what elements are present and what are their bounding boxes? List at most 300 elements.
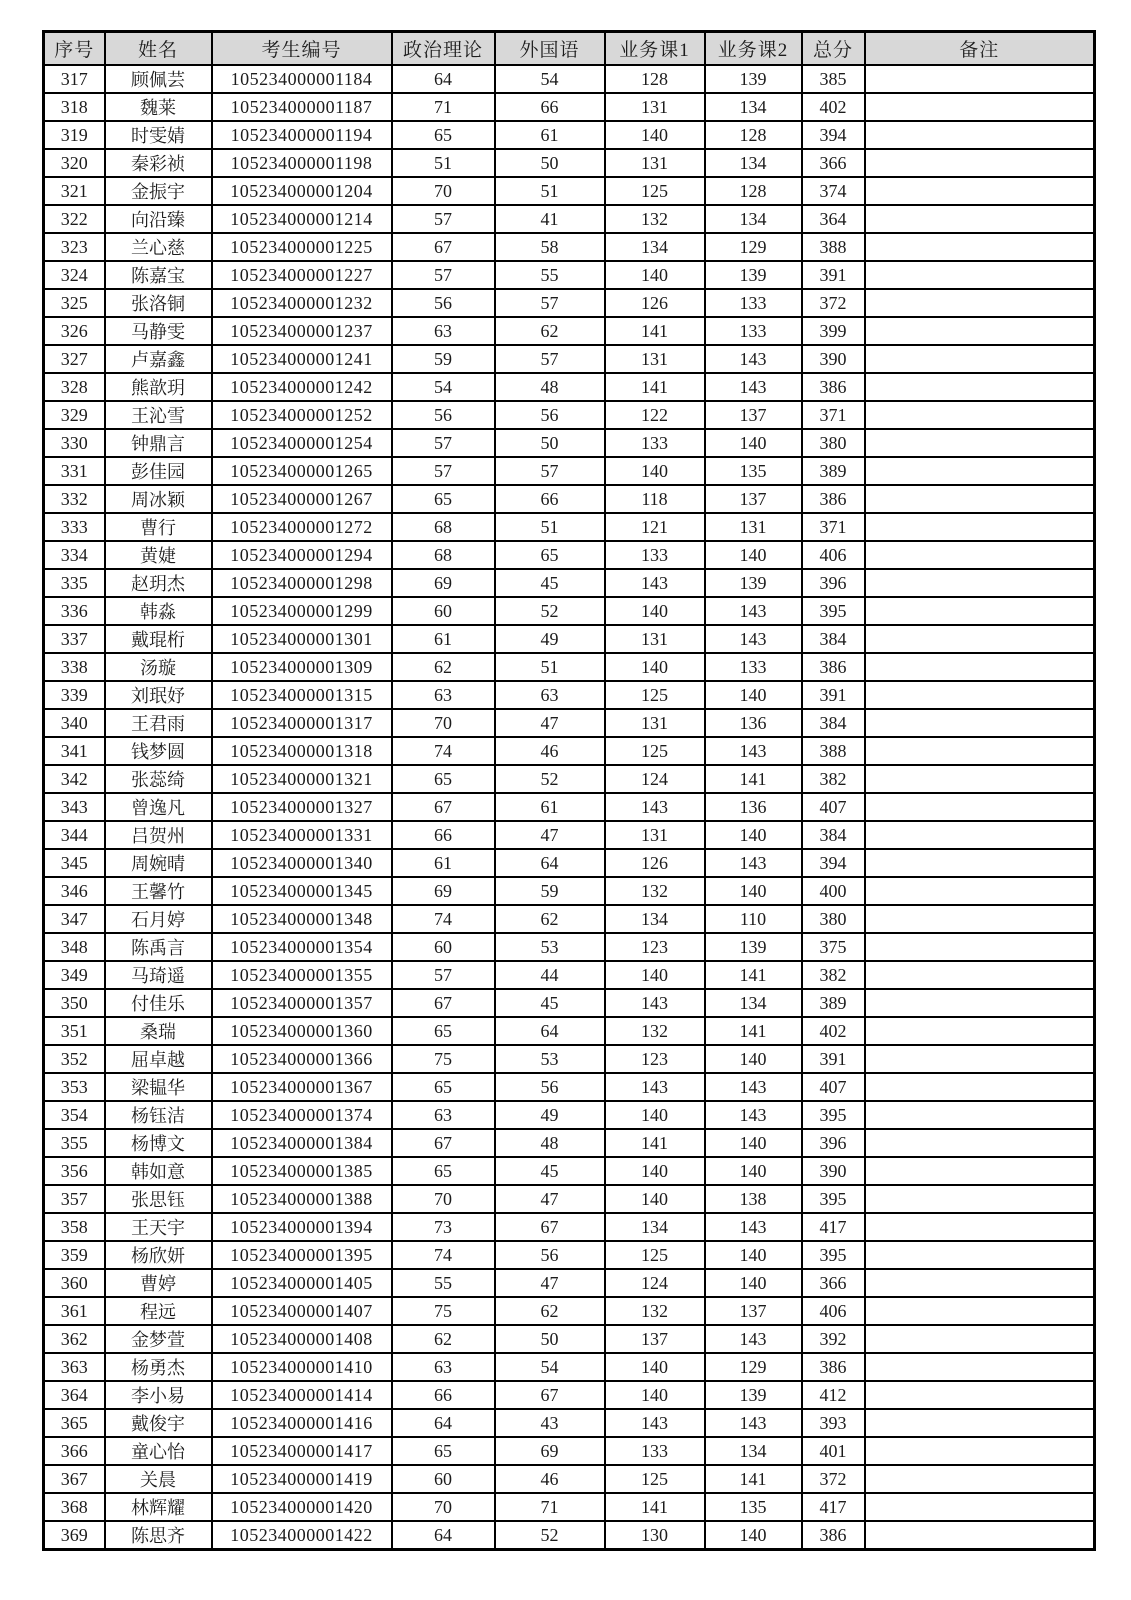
table-row xyxy=(44,1185,1095,1213)
cell-foreign: 46 xyxy=(495,737,605,765)
cell-course1: 143 xyxy=(605,1409,705,1437)
table-row xyxy=(44,485,1095,513)
cell-course2: 135 xyxy=(705,457,802,485)
cell-foreign: 62 xyxy=(495,317,605,345)
cell-index: 323 xyxy=(44,233,105,261)
cell-course2: 143 xyxy=(705,345,802,373)
cell-total: 371 xyxy=(802,401,865,429)
cell-total: 406 xyxy=(802,1297,865,1325)
table-row xyxy=(44,429,1095,457)
cell-total: 417 xyxy=(802,1213,865,1241)
cell-politics: 63 xyxy=(392,1101,495,1129)
cell-course2: 134 xyxy=(705,93,802,121)
cell-index: 327 xyxy=(44,345,105,373)
cell-index: 343 xyxy=(44,793,105,821)
column-header-index: 序号 xyxy=(44,32,105,66)
cell-index: 329 xyxy=(44,401,105,429)
table-row xyxy=(44,373,1095,401)
cell-number: 105234000001385 xyxy=(212,1157,392,1185)
cell-remark xyxy=(865,1073,1095,1101)
cell-politics: 57 xyxy=(392,429,495,457)
cell-politics: 69 xyxy=(392,877,495,905)
table-row xyxy=(44,1073,1095,1101)
cell-foreign: 62 xyxy=(495,905,605,933)
cell-remark xyxy=(865,457,1095,485)
cell-foreign: 66 xyxy=(495,485,605,513)
cell-name: 屈卓越 xyxy=(105,1045,212,1073)
cell-course2: 143 xyxy=(705,1073,802,1101)
cell-course2: 141 xyxy=(705,1465,802,1493)
cell-name: 金梦萱 xyxy=(105,1325,212,1353)
cell-remark xyxy=(865,205,1095,233)
cell-politics: 64 xyxy=(392,1521,495,1550)
table-row xyxy=(44,345,1095,373)
cell-name: 卢嘉鑫 xyxy=(105,345,212,373)
cell-course2: 138 xyxy=(705,1185,802,1213)
cell-total: 391 xyxy=(802,1045,865,1073)
cell-remark xyxy=(865,1213,1095,1241)
cell-total: 386 xyxy=(802,485,865,513)
cell-index: 332 xyxy=(44,485,105,513)
cell-total: 388 xyxy=(802,737,865,765)
column-header-course1: 业务课1 xyxy=(605,32,705,66)
cell-remark xyxy=(865,1325,1095,1353)
cell-foreign: 56 xyxy=(495,1073,605,1101)
cell-name: 关晨 xyxy=(105,1465,212,1493)
cell-remark xyxy=(865,177,1095,205)
cell-course2: 143 xyxy=(705,1409,802,1437)
cell-index: 356 xyxy=(44,1157,105,1185)
cell-number: 105234000001327 xyxy=(212,793,392,821)
cell-total: 395 xyxy=(802,1241,865,1269)
cell-remark xyxy=(865,709,1095,737)
cell-politics: 65 xyxy=(392,765,495,793)
cell-name: 戴琨桁 xyxy=(105,625,212,653)
table-row xyxy=(44,933,1095,961)
cell-total: 380 xyxy=(802,905,865,933)
cell-remark xyxy=(865,597,1095,625)
cell-index: 340 xyxy=(44,709,105,737)
cell-politics: 70 xyxy=(392,177,495,205)
cell-index: 325 xyxy=(44,289,105,317)
cell-name: 戴俊宇 xyxy=(105,1409,212,1437)
cell-remark xyxy=(865,1381,1095,1409)
cell-course1: 124 xyxy=(605,765,705,793)
cell-foreign: 62 xyxy=(495,1297,605,1325)
cell-foreign: 57 xyxy=(495,345,605,373)
cell-index: 361 xyxy=(44,1297,105,1325)
cell-course2: 143 xyxy=(705,849,802,877)
cell-total: 395 xyxy=(802,1185,865,1213)
cell-number: 105234000001360 xyxy=(212,1017,392,1045)
cell-politics: 64 xyxy=(392,65,495,93)
cell-number: 105234000001309 xyxy=(212,653,392,681)
cell-remark xyxy=(865,1353,1095,1381)
cell-total: 407 xyxy=(802,793,865,821)
cell-total: 371 xyxy=(802,513,865,541)
cell-remark xyxy=(865,1129,1095,1157)
cell-course2: 141 xyxy=(705,765,802,793)
cell-name: 张洛铜 xyxy=(105,289,212,317)
cell-politics: 67 xyxy=(392,233,495,261)
cell-number: 105234000001388 xyxy=(212,1185,392,1213)
cell-course2: 134 xyxy=(705,1437,802,1465)
cell-number: 105234000001187 xyxy=(212,93,392,121)
cell-index: 326 xyxy=(44,317,105,345)
cell-politics: 60 xyxy=(392,1465,495,1493)
cell-foreign: 47 xyxy=(495,1269,605,1297)
cell-name: 秦彩祯 xyxy=(105,149,212,177)
cell-index: 321 xyxy=(44,177,105,205)
cell-foreign: 58 xyxy=(495,233,605,261)
cell-total: 393 xyxy=(802,1409,865,1437)
cell-foreign: 61 xyxy=(495,793,605,821)
cell-index: 334 xyxy=(44,541,105,569)
cell-name: 王馨竹 xyxy=(105,877,212,905)
table-row xyxy=(44,1353,1095,1381)
cell-remark xyxy=(865,1297,1095,1325)
cell-foreign: 51 xyxy=(495,653,605,681)
table-row xyxy=(44,93,1095,121)
table-row xyxy=(44,625,1095,653)
table-row xyxy=(44,513,1095,541)
cell-politics: 69 xyxy=(392,569,495,597)
table-row xyxy=(44,1297,1095,1325)
cell-foreign: 54 xyxy=(495,1353,605,1381)
cell-politics: 65 xyxy=(392,1157,495,1185)
cell-course1: 131 xyxy=(605,345,705,373)
cell-course1: 140 xyxy=(605,1185,705,1213)
cell-number: 105234000001241 xyxy=(212,345,392,373)
cell-course1: 140 xyxy=(605,1353,705,1381)
cell-total: 399 xyxy=(802,317,865,345)
cell-index: 328 xyxy=(44,373,105,401)
cell-name: 曹行 xyxy=(105,513,212,541)
table-row xyxy=(44,877,1095,905)
cell-number: 105234000001408 xyxy=(212,1325,392,1353)
cell-course2: 134 xyxy=(705,149,802,177)
cell-politics: 70 xyxy=(392,1185,495,1213)
cell-politics: 59 xyxy=(392,345,495,373)
cell-number: 105234000001254 xyxy=(212,429,392,457)
cell-total: 372 xyxy=(802,1465,865,1493)
cell-course2: 129 xyxy=(705,233,802,261)
table-row xyxy=(44,1129,1095,1157)
cell-total: 366 xyxy=(802,1269,865,1297)
cell-politics: 65 xyxy=(392,485,495,513)
cell-course2: 140 xyxy=(705,1521,802,1550)
cell-politics: 64 xyxy=(392,1409,495,1437)
cell-number: 105234000001242 xyxy=(212,373,392,401)
cell-course2: 140 xyxy=(705,1045,802,1073)
cell-foreign: 47 xyxy=(495,709,605,737)
cell-remark xyxy=(865,1437,1095,1465)
cell-index: 357 xyxy=(44,1185,105,1213)
cell-name: 马静雯 xyxy=(105,317,212,345)
cell-number: 105234000001204 xyxy=(212,177,392,205)
cell-politics: 65 xyxy=(392,1437,495,1465)
cell-remark xyxy=(865,1101,1095,1129)
cell-course1: 143 xyxy=(605,1073,705,1101)
cell-index: 320 xyxy=(44,149,105,177)
cell-course1: 140 xyxy=(605,1381,705,1409)
cell-total: 366 xyxy=(802,149,865,177)
cell-politics: 65 xyxy=(392,1017,495,1045)
cell-course2: 141 xyxy=(705,961,802,989)
cell-politics: 57 xyxy=(392,457,495,485)
cell-number: 105234000001354 xyxy=(212,933,392,961)
cell-foreign: 45 xyxy=(495,1157,605,1185)
cell-number: 105234000001237 xyxy=(212,317,392,345)
cell-total: 394 xyxy=(802,121,865,149)
cell-number: 105234000001272 xyxy=(212,513,392,541)
cell-course2: 143 xyxy=(705,1101,802,1129)
cell-name: 向沿臻 xyxy=(105,205,212,233)
table-row xyxy=(44,205,1095,233)
cell-name: 陈思齐 xyxy=(105,1521,212,1550)
column-header-number: 考生编号 xyxy=(212,32,392,66)
cell-remark xyxy=(865,625,1095,653)
cell-total: 364 xyxy=(802,205,865,233)
cell-remark xyxy=(865,1045,1095,1073)
cell-index: 351 xyxy=(44,1017,105,1045)
cell-remark xyxy=(865,961,1095,989)
cell-number: 105234000001227 xyxy=(212,261,392,289)
column-header-total: 总分 xyxy=(802,32,865,66)
table-row xyxy=(44,961,1095,989)
cell-politics: 63 xyxy=(392,681,495,709)
cell-name: 金振宇 xyxy=(105,177,212,205)
cell-total: 395 xyxy=(802,597,865,625)
table-row xyxy=(44,401,1095,429)
cell-politics: 74 xyxy=(392,905,495,933)
cell-course1: 141 xyxy=(605,317,705,345)
cell-number: 105234000001298 xyxy=(212,569,392,597)
table-row xyxy=(44,681,1095,709)
cell-remark xyxy=(865,1157,1095,1185)
cell-name: 顾佩芸 xyxy=(105,65,212,93)
cell-politics: 74 xyxy=(392,737,495,765)
cell-foreign: 59 xyxy=(495,877,605,905)
cell-name: 杨欣妍 xyxy=(105,1241,212,1269)
cell-course1: 132 xyxy=(605,877,705,905)
cell-foreign: 56 xyxy=(495,1241,605,1269)
table-body xyxy=(44,65,1095,1550)
table-row xyxy=(44,1381,1095,1409)
cell-remark xyxy=(865,429,1095,457)
table-row xyxy=(44,457,1095,485)
cell-course1: 140 xyxy=(605,961,705,989)
table-row xyxy=(44,1045,1095,1073)
cell-course2: 139 xyxy=(705,933,802,961)
cell-index: 322 xyxy=(44,205,105,233)
cell-number: 105234000001301 xyxy=(212,625,392,653)
cell-name: 张蕊绮 xyxy=(105,765,212,793)
cell-course1: 137 xyxy=(605,1325,705,1353)
cell-course2: 140 xyxy=(705,1241,802,1269)
cell-total: 389 xyxy=(802,989,865,1017)
cell-index: 355 xyxy=(44,1129,105,1157)
cell-index: 359 xyxy=(44,1241,105,1269)
cell-total: 400 xyxy=(802,877,865,905)
cell-index: 348 xyxy=(44,933,105,961)
cell-remark xyxy=(865,541,1095,569)
cell-index: 365 xyxy=(44,1409,105,1437)
cell-number: 105234000001422 xyxy=(212,1521,392,1550)
cell-total: 395 xyxy=(802,1101,865,1129)
cell-course2: 137 xyxy=(705,485,802,513)
column-header-remark: 备注 xyxy=(865,32,1095,66)
cell-politics: 60 xyxy=(392,933,495,961)
cell-number: 105234000001419 xyxy=(212,1465,392,1493)
cell-foreign: 55 xyxy=(495,261,605,289)
cell-foreign: 52 xyxy=(495,765,605,793)
cell-course1: 131 xyxy=(605,709,705,737)
column-header-politics: 政治理论 xyxy=(392,32,495,66)
cell-index: 342 xyxy=(44,765,105,793)
cell-course2: 140 xyxy=(705,429,802,457)
cell-total: 407 xyxy=(802,1073,865,1101)
cell-course2: 134 xyxy=(705,989,802,1017)
cell-number: 105234000001299 xyxy=(212,597,392,625)
cell-foreign: 64 xyxy=(495,1017,605,1045)
cell-course1: 132 xyxy=(605,1297,705,1325)
cell-name: 杨钰洁 xyxy=(105,1101,212,1129)
cell-number: 105234000001318 xyxy=(212,737,392,765)
cell-course1: 122 xyxy=(605,401,705,429)
table-row xyxy=(44,1437,1095,1465)
cell-politics: 56 xyxy=(392,401,495,429)
cell-total: 406 xyxy=(802,541,865,569)
cell-politics: 75 xyxy=(392,1297,495,1325)
table-row xyxy=(44,1213,1095,1241)
cell-course1: 126 xyxy=(605,289,705,317)
cell-course2: 140 xyxy=(705,1269,802,1297)
cell-course1: 141 xyxy=(605,373,705,401)
cell-name: 韩淼 xyxy=(105,597,212,625)
cell-name: 王沁雪 xyxy=(105,401,212,429)
cell-politics: 75 xyxy=(392,1045,495,1073)
cell-foreign: 50 xyxy=(495,1325,605,1353)
column-header-foreign: 外国语 xyxy=(495,32,605,66)
cell-number: 105234000001355 xyxy=(212,961,392,989)
cell-course2: 128 xyxy=(705,177,802,205)
cell-politics: 68 xyxy=(392,541,495,569)
cell-name: 韩如意 xyxy=(105,1157,212,1185)
cell-number: 105234000001331 xyxy=(212,821,392,849)
cell-index: 318 xyxy=(44,93,105,121)
table-row xyxy=(44,1269,1095,1297)
cell-number: 105234000001407 xyxy=(212,1297,392,1325)
cell-course1: 125 xyxy=(605,737,705,765)
cell-course1: 140 xyxy=(605,457,705,485)
cell-course1: 134 xyxy=(605,233,705,261)
table-row xyxy=(44,149,1095,177)
cell-number: 105234000001420 xyxy=(212,1493,392,1521)
cell-course1: 125 xyxy=(605,1241,705,1269)
cell-politics: 57 xyxy=(392,961,495,989)
table-row xyxy=(44,1157,1095,1185)
cell-remark xyxy=(865,1521,1095,1550)
cell-course1: 133 xyxy=(605,1437,705,1465)
cell-number: 105234000001394 xyxy=(212,1213,392,1241)
cell-name: 石月婷 xyxy=(105,905,212,933)
cell-total: 396 xyxy=(802,1129,865,1157)
cell-remark xyxy=(865,821,1095,849)
cell-politics: 61 xyxy=(392,625,495,653)
cell-total: 384 xyxy=(802,821,865,849)
cell-index: 338 xyxy=(44,653,105,681)
cell-remark xyxy=(865,653,1095,681)
cell-politics: 57 xyxy=(392,205,495,233)
cell-remark xyxy=(865,933,1095,961)
cell-name: 黄婕 xyxy=(105,541,212,569)
cell-name: 童心怡 xyxy=(105,1437,212,1465)
cell-politics: 63 xyxy=(392,317,495,345)
cell-total: 372 xyxy=(802,289,865,317)
cell-total: 380 xyxy=(802,429,865,457)
cell-remark xyxy=(865,1493,1095,1521)
cell-name: 兰心慈 xyxy=(105,233,212,261)
cell-remark xyxy=(865,793,1095,821)
table-row xyxy=(44,1521,1095,1550)
cell-number: 105234000001265 xyxy=(212,457,392,485)
score-table xyxy=(42,30,1096,1551)
cell-index: 360 xyxy=(44,1269,105,1297)
cell-name: 陈禹言 xyxy=(105,933,212,961)
cell-politics: 70 xyxy=(392,1493,495,1521)
cell-number: 105234000001395 xyxy=(212,1241,392,1269)
cell-course1: 141 xyxy=(605,1493,705,1521)
cell-number: 105234000001416 xyxy=(212,1409,392,1437)
cell-course1: 140 xyxy=(605,261,705,289)
cell-course1: 140 xyxy=(605,653,705,681)
cell-course1: 132 xyxy=(605,1017,705,1045)
cell-foreign: 45 xyxy=(495,569,605,597)
cell-remark xyxy=(865,1465,1095,1493)
cell-number: 105234000001317 xyxy=(212,709,392,737)
cell-foreign: 67 xyxy=(495,1381,605,1409)
cell-politics: 73 xyxy=(392,1213,495,1241)
cell-course2: 136 xyxy=(705,709,802,737)
cell-remark xyxy=(865,261,1095,289)
cell-total: 391 xyxy=(802,261,865,289)
cell-foreign: 49 xyxy=(495,1101,605,1129)
cell-politics: 67 xyxy=(392,793,495,821)
cell-index: 337 xyxy=(44,625,105,653)
cell-course2: 143 xyxy=(705,597,802,625)
cell-index: 367 xyxy=(44,1465,105,1493)
column-header-name: 姓名 xyxy=(105,32,212,66)
cell-number: 105234000001340 xyxy=(212,849,392,877)
cell-number: 105234000001194 xyxy=(212,121,392,149)
cell-foreign: 43 xyxy=(495,1409,605,1437)
cell-name: 桑瑞 xyxy=(105,1017,212,1045)
cell-politics: 66 xyxy=(392,1381,495,1409)
cell-index: 354 xyxy=(44,1101,105,1129)
cell-course1: 123 xyxy=(605,1045,705,1073)
cell-course2: 143 xyxy=(705,1325,802,1353)
header-row xyxy=(44,32,1095,66)
cell-foreign: 47 xyxy=(495,1185,605,1213)
table-row xyxy=(44,1017,1095,1045)
cell-foreign: 48 xyxy=(495,373,605,401)
cell-index: 349 xyxy=(44,961,105,989)
table-row xyxy=(44,1465,1095,1493)
cell-number: 105234000001214 xyxy=(212,205,392,233)
table-row xyxy=(44,261,1095,289)
cell-total: 386 xyxy=(802,1353,865,1381)
